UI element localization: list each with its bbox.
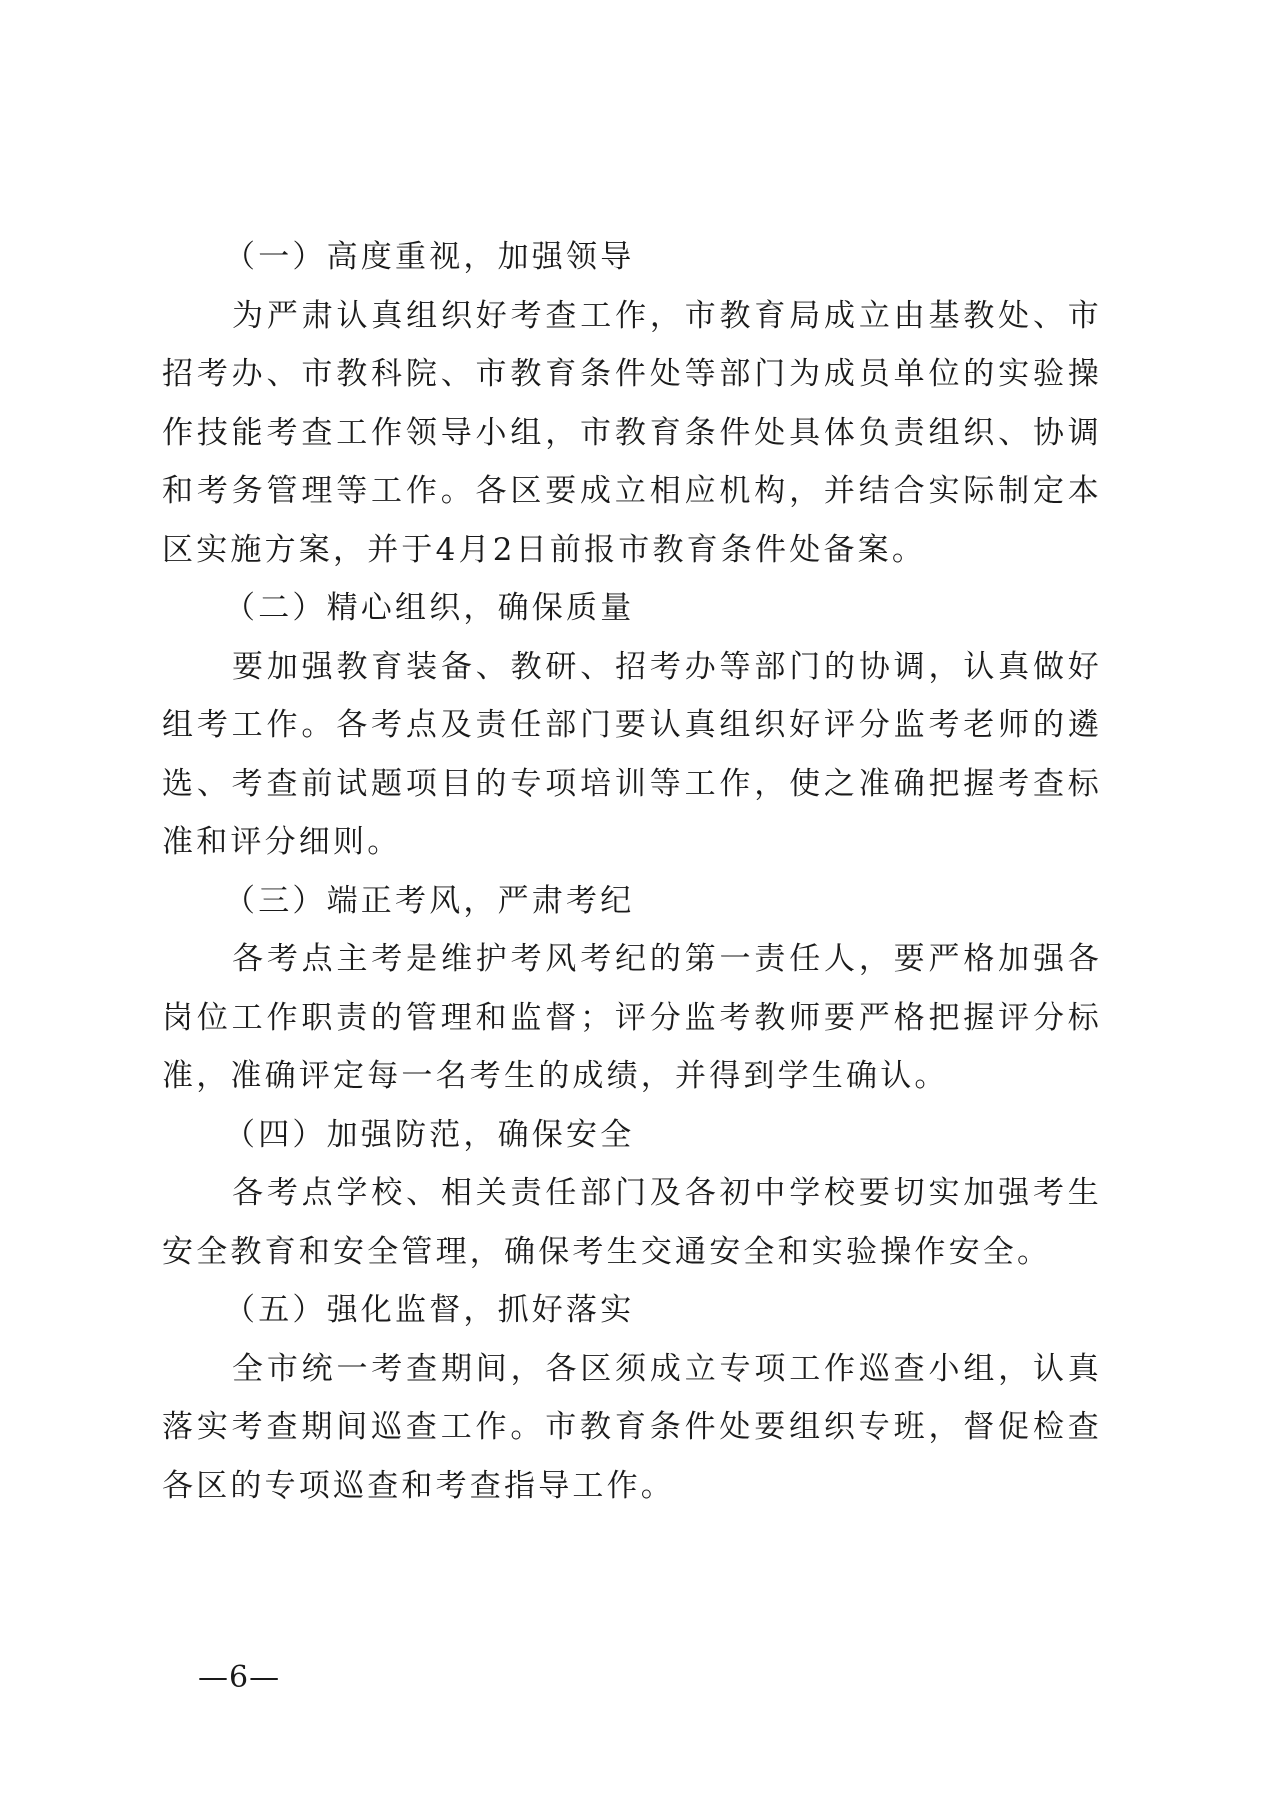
- section-heading-5: （五）强化监督，抓好落实: [224, 1292, 635, 1328]
- section-body-5: 全市统一考查期间，各区须成立专项工作巡查小组，认真落实考查期间巡查工作。市教育条件处要组织专班，督促检查各区的专项巡查和考查指导工作。: [162, 1350, 1102, 1504]
- page-number: —6—: [198, 1660, 281, 1695]
- document-body: [162, 228, 1102, 1515]
- section-body-4: 各考点学校、相关责任部门及各初中学校要切实加强考生安全教育和安全管理，确保考生交通安全和实验操作安全。: [162, 1175, 1102, 1270]
- section-heading-4: （四）加强防范，确保安全: [224, 1116, 635, 1153]
- section-heading-2: （二）精心组织，确保质量: [224, 590, 635, 626]
- section-body-1: 为严肃认真组织好考查工作，市教育局成立由基教处、市招考办、市教科院、市教育条件处等部门为成员单位的实验操作技能考查工作领导小组，市教育条件处具体负责组织、协调和考务管理等工作。各区要成立相应机构，并结合实际制定本区实施方案，并于4月2日前报市教育条件处备案。: [162, 297, 1102, 568]
- section-body-2: 要加强教育装备、教研、招考办等部门的协调，认真做好组考工作。各考点及责任部门要认真组织好评分监考老师的遴选、考查前试题项目的专项培训等工作，使之准确把握考查标准和评分细则。: [162, 648, 1102, 860]
- section-heading-1: （一）高度重视，加强领导: [224, 239, 635, 275]
- section-body-3: 各考点主考是维护考风考纪的第一责任人，要严格加强各岗位工作职责的管理和监督；评分监考教师要严格把握评分标准，准确评定每一名考生的成绩，并得到学生确认。: [162, 941, 1102, 1094]
- section-heading-3: （三）端正考风，严肃考纪: [224, 882, 635, 919]
